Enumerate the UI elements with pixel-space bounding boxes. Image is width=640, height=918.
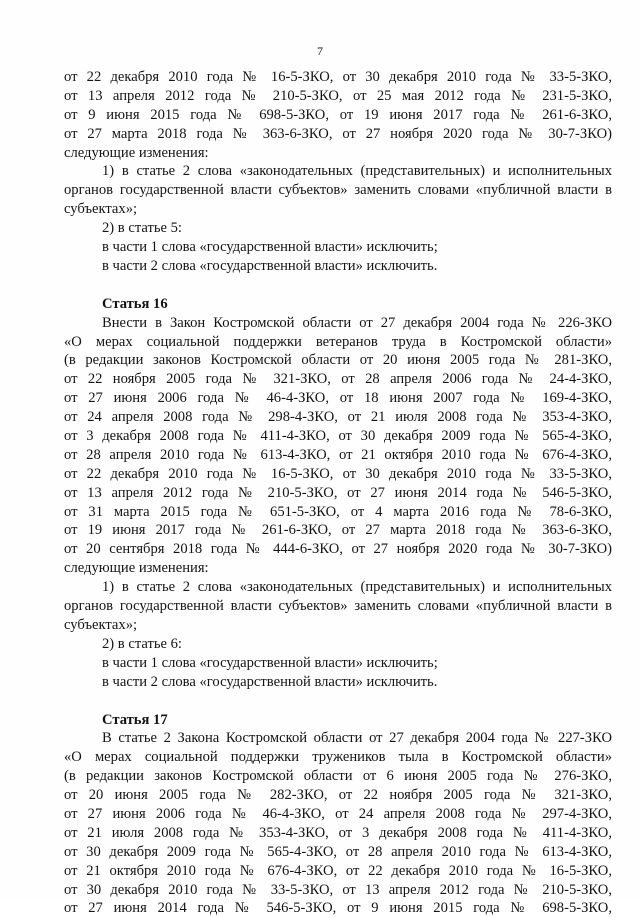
item-2-part: в части 2 слова «государственной власти» исключить.: [64, 257, 612, 276]
text-line: от 27 июня 2006 года № 46-4-ЗКО, от 18 июня 2007 года № 169-4-ЗКО,: [64, 389, 612, 408]
article-17: [64, 711, 612, 918]
text-line: от 20 июня 2005 года № 282-ЗКО, от 22 ноября 2005 года № 321-ЗКО,: [64, 786, 612, 805]
text-line: от 27 июня 2006 года № 46-4-ЗКО, от 24 апреля 2008 года № 297-4-ЗКО,: [64, 805, 612, 824]
article-heading: Статья 17: [64, 711, 612, 730]
text-line: следующие изменения:: [64, 559, 612, 578]
item-1-line: субъектах»;: [64, 200, 612, 219]
text-line: от 28 апреля 2010 года № 613-4-ЗКО, от 21 октября 2010 года № 676-4-ЗКО,: [64, 446, 612, 465]
text-line: от 19 июня 2017 года № 261-6-ЗКО, от 27 марта 2018 года № 363-6-ЗКО,: [64, 521, 612, 540]
text-line: от 9 июня 2015 года № 698-5-ЗКО, от 19 июня 2017 года № 261-6-ЗКО,: [64, 106, 612, 125]
item-2-part: в части 1 слова «государственной власти» исключить;: [64, 238, 612, 257]
intro-block: [64, 68, 612, 276]
text-line: от 13 апреля 2012 года № 210-5-ЗКО, от 27 июня 2014 года № 546-5-ЗКО,: [64, 484, 612, 503]
document-body: [64, 68, 612, 918]
spacer: [64, 276, 612, 295]
text-line: от 27 июня 2014 года № 546-5-ЗКО, от 9 июня 2015 года № 698-5-ЗКО,: [64, 899, 612, 918]
text-line: от 31 марта 2015 года № 651-5-ЗКО, от 4 марта 2016 года № 78-6-ЗКО,: [64, 503, 612, 522]
text-line: В статье 2 Закона Костромской области от 27 декабря 2004 года № 227-ЗКО: [64, 729, 612, 748]
text-line: от 27 марта 2018 года № 363-6-ЗКО, от 27 ноября 2020 года № 30-7-ЗКО): [64, 125, 612, 144]
text-line: от 22 декабря 2010 года № 16-5-ЗКО, от 30 декабря 2010 года № 33-5-ЗКО,: [64, 68, 612, 87]
text-line: от 30 декабря 2009 года № 565-4-ЗКО, от 28 апреля 2010 года № 613-4-ЗКО,: [64, 843, 612, 862]
article-heading: Статья 16: [64, 295, 612, 314]
spacer: [64, 692, 612, 711]
item-1-line: 1) в статье 2 слова «законодательных (представительных) и исполнительных: [64, 162, 612, 181]
text-line: от 21 октября 2010 года № 676-4-ЗКО, от 22 декабря 2010 года № 16-5-ЗКО,: [64, 862, 612, 881]
item-2-part: в части 1 слова «государственной власти» исключить;: [64, 654, 612, 673]
text-line: от 3 декабря 2008 года № 411-4-ЗКО, от 30 декабря 2009 года № 565-4-ЗКО,: [64, 427, 612, 446]
text-line: от 21 июля 2008 года № 353-4-ЗКО, от 3 декабря 2008 года № 411-4-ЗКО,: [64, 824, 612, 843]
text-line: (в редакции законов Костромской области от 6 июня 2005 года № 276-ЗКО,: [64, 767, 612, 786]
text-line: от 24 апреля 2008 года № 298-4-ЗКО, от 21 июля 2008 года № 353-4-ЗКО,: [64, 408, 612, 427]
text-line: следующие изменения:: [64, 144, 612, 163]
text-line: от 30 декабря 2010 года № 33-5-ЗКО, от 13 апреля 2012 года № 210-5-ЗКО,: [64, 881, 612, 900]
text-line: (в редакции законов Костромской области от 20 июня 2005 года № 281-ЗКО,: [64, 351, 612, 370]
item-1-line: органов государственной власти субъектов» заменить словами «публичной власти в: [64, 597, 612, 616]
text-line: Внести в Закон Костромской области от 27 декабря 2004 года № 226-ЗКО: [64, 314, 612, 333]
item-2-label: 2) в статье 6:: [64, 635, 612, 654]
page-number: 7: [0, 44, 640, 59]
text-line: от 22 ноября 2005 года № 321-ЗКО, от 28 апреля 2006 года № 24-4-ЗКО,: [64, 370, 612, 389]
text-line: от 13 апреля 2012 года № 210-5-ЗКО, от 25 мая 2012 года № 231-5-ЗКО,: [64, 87, 612, 106]
text-line: от 20 сентября 2018 года № 444-6-ЗКО, от 27 ноября 2020 года № 30-7-ЗКО): [64, 540, 612, 559]
item-2-label: 2) в статье 5:: [64, 219, 612, 238]
text-line: «О мерах социальной поддержки ветеранов труда в Костромской области»: [64, 333, 612, 352]
text-line: от 22 декабря 2010 года № 16-5-ЗКО, от 30 декабря 2010 года № 33-5-ЗКО,: [64, 465, 612, 484]
article-16: [64, 295, 612, 692]
item-1-line: субъектах»;: [64, 616, 612, 635]
text-line: «О мерах социальной поддержки тружеников тыла в Костромской области»: [64, 748, 612, 767]
item-1-line: органов государственной власти субъектов» заменить словами «публичной власти в: [64, 181, 612, 200]
item-1-line: 1) в статье 2 слова «законодательных (представительных) и исполнительных: [64, 578, 612, 597]
item-2-part: в части 2 слова «государственной власти» исключить.: [64, 673, 612, 692]
